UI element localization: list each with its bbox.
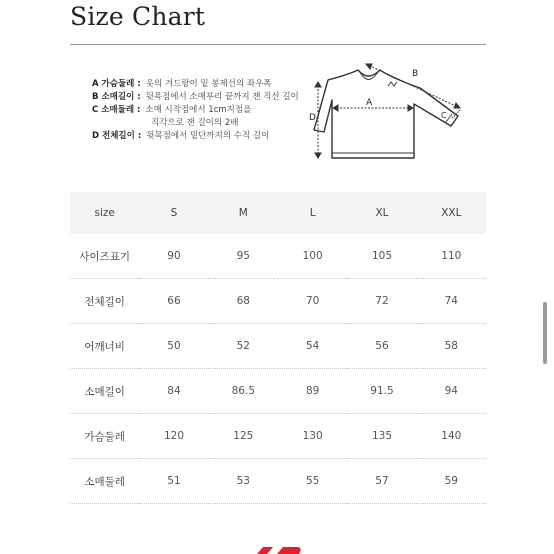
table-cell: 74 <box>417 279 486 324</box>
label-a: A <box>366 98 373 108</box>
table-cell: 70 <box>278 279 347 324</box>
title-divider <box>70 44 486 45</box>
legend-key: A 가슴둘레 : <box>92 79 141 89</box>
legend-text: 뒷목점에서 밑단까지의 수직 길이 <box>146 131 270 141</box>
table-cell: 110 <box>417 234 486 279</box>
column-header: XXL <box>417 192 486 234</box>
label-b: B <box>412 69 419 79</box>
table-cell: 91.5 <box>347 369 416 414</box>
legend-row-c-continued: 직각으로 잰 길이의 2배 <box>151 118 239 128</box>
legend-text: 소매 시작점에서 1cm지점을 <box>145 105 252 115</box>
size-table <box>70 192 486 504</box>
legend-row-d <box>92 130 299 143</box>
legend-key: D 전체길이 : <box>92 131 142 141</box>
legend-text: 옷의 겨드랑이 밑 봉제선의 좌우폭 <box>145 79 272 89</box>
legend-row-b <box>92 91 299 104</box>
table-cell: 72 <box>347 279 416 324</box>
label-d: D <box>309 113 316 123</box>
table-cell: 135 <box>347 414 416 459</box>
table-cell: 59 <box>417 459 486 504</box>
table-cell: 105 <box>347 234 416 279</box>
table-cell: 94 <box>417 369 486 414</box>
page-title: Size Chart <box>70 2 206 31</box>
table-cell: 90 <box>139 234 208 279</box>
table-cell: 100 <box>278 234 347 279</box>
label-c: C <box>441 111 447 120</box>
table-row <box>70 459 486 504</box>
table-cell: 66 <box>139 279 208 324</box>
table-cell: 58 <box>417 324 486 369</box>
table-cell: 84 <box>139 369 208 414</box>
legend-key: B 소매길이 : <box>92 92 141 102</box>
table-row <box>70 324 486 369</box>
table-cell: 50 <box>139 324 208 369</box>
table-cell: 89 <box>278 369 347 414</box>
table-row <box>70 279 486 324</box>
logo-icon <box>388 82 397 86</box>
table-cell: 52 <box>209 324 278 369</box>
table-cell: 120 <box>139 414 208 459</box>
table-cell: 125 <box>209 414 278 459</box>
column-header: L <box>278 192 347 234</box>
table-cell: 140 <box>417 414 486 459</box>
legend-key: C 소매둘레 : <box>92 105 141 115</box>
table-cell: 53 <box>209 459 278 504</box>
legend-text: 뒷목점에서 소매부리 끝까지 잰 직선 길이 <box>145 92 299 102</box>
row-label: 전체길이 <box>70 279 139 324</box>
brand-logo-icon <box>253 547 303 554</box>
table-cell: 57 <box>347 459 416 504</box>
scrollbar-thumb[interactable] <box>543 302 547 364</box>
measurement-legend <box>92 78 299 143</box>
row-label: 가슴둘레 <box>70 414 139 459</box>
column-header: size <box>70 192 139 234</box>
table-cell: 51 <box>139 459 208 504</box>
table-cell: 54 <box>278 324 347 369</box>
table-cell: 95 <box>209 234 278 279</box>
column-header: M <box>209 192 278 234</box>
row-label: 소매길이 <box>70 369 139 414</box>
table-cell: 68 <box>209 279 278 324</box>
table-cell: 55 <box>278 459 347 504</box>
legend-row-a <box>92 78 299 91</box>
legend-row-c <box>92 104 299 117</box>
table-cell: 130 <box>278 414 347 459</box>
column-header: S <box>139 192 208 234</box>
column-header: XL <box>347 192 416 234</box>
table-row <box>70 234 486 279</box>
row-label: 어깨너비 <box>70 324 139 369</box>
table-cell: 86.5 <box>209 369 278 414</box>
row-label: 소매둘레 <box>70 459 139 504</box>
table-row <box>70 414 486 459</box>
table-cell: 56 <box>347 324 416 369</box>
row-label: 사이즈표기 <box>70 234 139 279</box>
sweatshirt-measurement-diagram <box>300 60 470 170</box>
table-row <box>70 369 486 414</box>
table-header-row <box>70 192 486 234</box>
